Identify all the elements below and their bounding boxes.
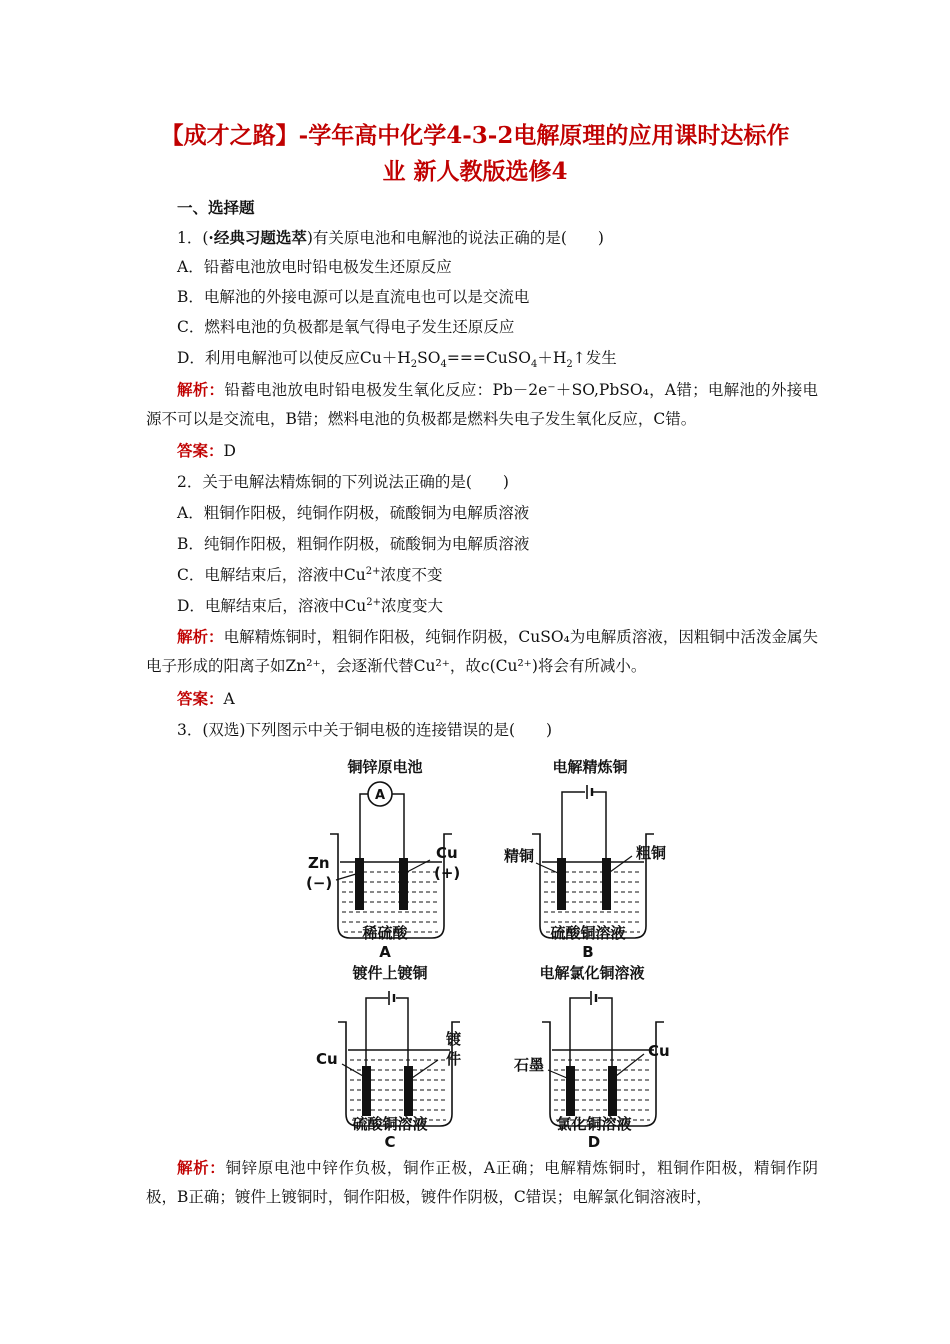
section-heading: 一、选择题 (177, 198, 255, 217)
svg-text:(−): (−) (306, 874, 333, 892)
svg-text:电解氯化铜溶液: 电解氯化铜溶液 (539, 964, 645, 982)
svg-text:铜锌原电池: 铜锌原电池 (347, 758, 423, 776)
title-line-2: 业 新人教版选修4 (382, 158, 568, 185)
svg-text:Cu: Cu (316, 1050, 338, 1068)
q2-option-a: A．粗铜作阳极，纯铜作阴极，硫酸铜为电解质溶液 (177, 504, 530, 522)
diagram-svg (300, 748, 680, 1158)
q1-option-c: C．燃料电池的负极都是氧气得电子发生还原反应 (177, 318, 515, 336)
svg-text:精铜: 精铜 (504, 847, 535, 865)
q2-option-c: C．电解结束后，溶液中$Cu^{2+}$浓度不变 (177, 565, 443, 584)
q2-stem: 2．关于电解法精炼铜的下列说法正确的是( ) (177, 473, 509, 491)
svg-text:C: C (384, 1133, 396, 1151)
svg-text:D: D (587, 1133, 601, 1151)
title-line-1: 【成才之路】-学年高中化学4-3-2电解原理的应用课时达标作 (160, 122, 790, 149)
svg-text:Cu: Cu (436, 844, 458, 862)
q1-option-b: B．电解池的外接电源可以是直流电也可以是交流电 (177, 288, 530, 306)
svg-text:A: A (379, 943, 391, 961)
diagram-b (503, 758, 666, 961)
svg-text:硫酸铜溶液: 硫酸铜溶液 (352, 1115, 428, 1133)
document-title (120, 118, 830, 190)
q1-stem: 1．(·经典习题选萃)有关原电池和电解池的说法正确的是( ) (177, 228, 604, 247)
ammeter-icon: A (374, 788, 386, 803)
q3-stem: 3．(双选)下列图示中关于铜电极的连接错误的是( ) (177, 721, 553, 739)
q2-analysis: 解析：电解精炼铜时，粗铜作阳极，纯铜作阴极，CuSO₄为电解质溶液，因粗铜中活泼金属失电子形成的阳离子如Zn²⁺，会逐渐代替Cu²⁺，故c(Cu²⁺)将会有所减小。 (146, 627, 818, 675)
svg-text:氯化铜溶液: 氯化铜溶液 (556, 1115, 632, 1133)
q2-option-b: B．纯铜作阳极，粗铜作阴极，硫酸铜为电解质溶液 (177, 535, 530, 553)
diagram-d (514, 964, 670, 1151)
q1-option-a: A．铅蓄电池放电时铅电极发生还原反应 (177, 258, 452, 276)
svg-text:件: 件 (446, 1050, 462, 1068)
q1-option-d: D．利用电解池可以使反应$Cu+H_2SO_4===CuSO_4+H_2↑$发生 (177, 349, 617, 371)
diagram-a (306, 758, 460, 961)
q2-option-d: D．电解结束后，溶液中$Cu^{2+}$浓度变大 (177, 596, 444, 615)
svg-text:稀硫酸: 稀硫酸 (362, 924, 408, 942)
svg-text:电解精炼铜: 电解精炼铜 (552, 758, 628, 776)
svg-text:Cu: Cu (648, 1042, 670, 1060)
q1-answer: 答案：D (177, 441, 236, 460)
svg-text:镀件上镀铜: 镀件上镀铜 (352, 964, 428, 982)
svg-text:Zn: Zn (308, 854, 330, 872)
q2-answer: 答案：A (177, 689, 235, 708)
svg-text:石墨: 石墨 (514, 1056, 545, 1074)
q1-analysis: 解析：铅蓄电池放电时铅电极发生氧化反应：Pb－2e⁻＋SO,PbSO₄，A错；电解池的外接电源不可以是交流电，B错；燃料电池的负极都是燃料失电子发生氧化反应，C错。 (146, 380, 818, 428)
svg-text:粗铜: 粗铜 (636, 844, 667, 862)
svg-text:B: B (582, 943, 594, 961)
svg-text:硫酸铜溶液: 硫酸铜溶液 (550, 924, 626, 942)
svg-text:镀: 镀 (446, 1030, 462, 1048)
electrode-diagrams (300, 748, 680, 1158)
diagram-c (316, 964, 461, 1151)
q3-analysis: 解析：铜锌原电池中锌作负极，铜作正极，A正确；电解精炼铜时，粗铜作阳极，精铜作阴极，B正确；镀件上镀铜时，铜作阳极，镀件作阴极，C错误；电解氯化铜溶液时， (146, 1158, 818, 1206)
svg-text:(+): (+) (434, 864, 461, 882)
